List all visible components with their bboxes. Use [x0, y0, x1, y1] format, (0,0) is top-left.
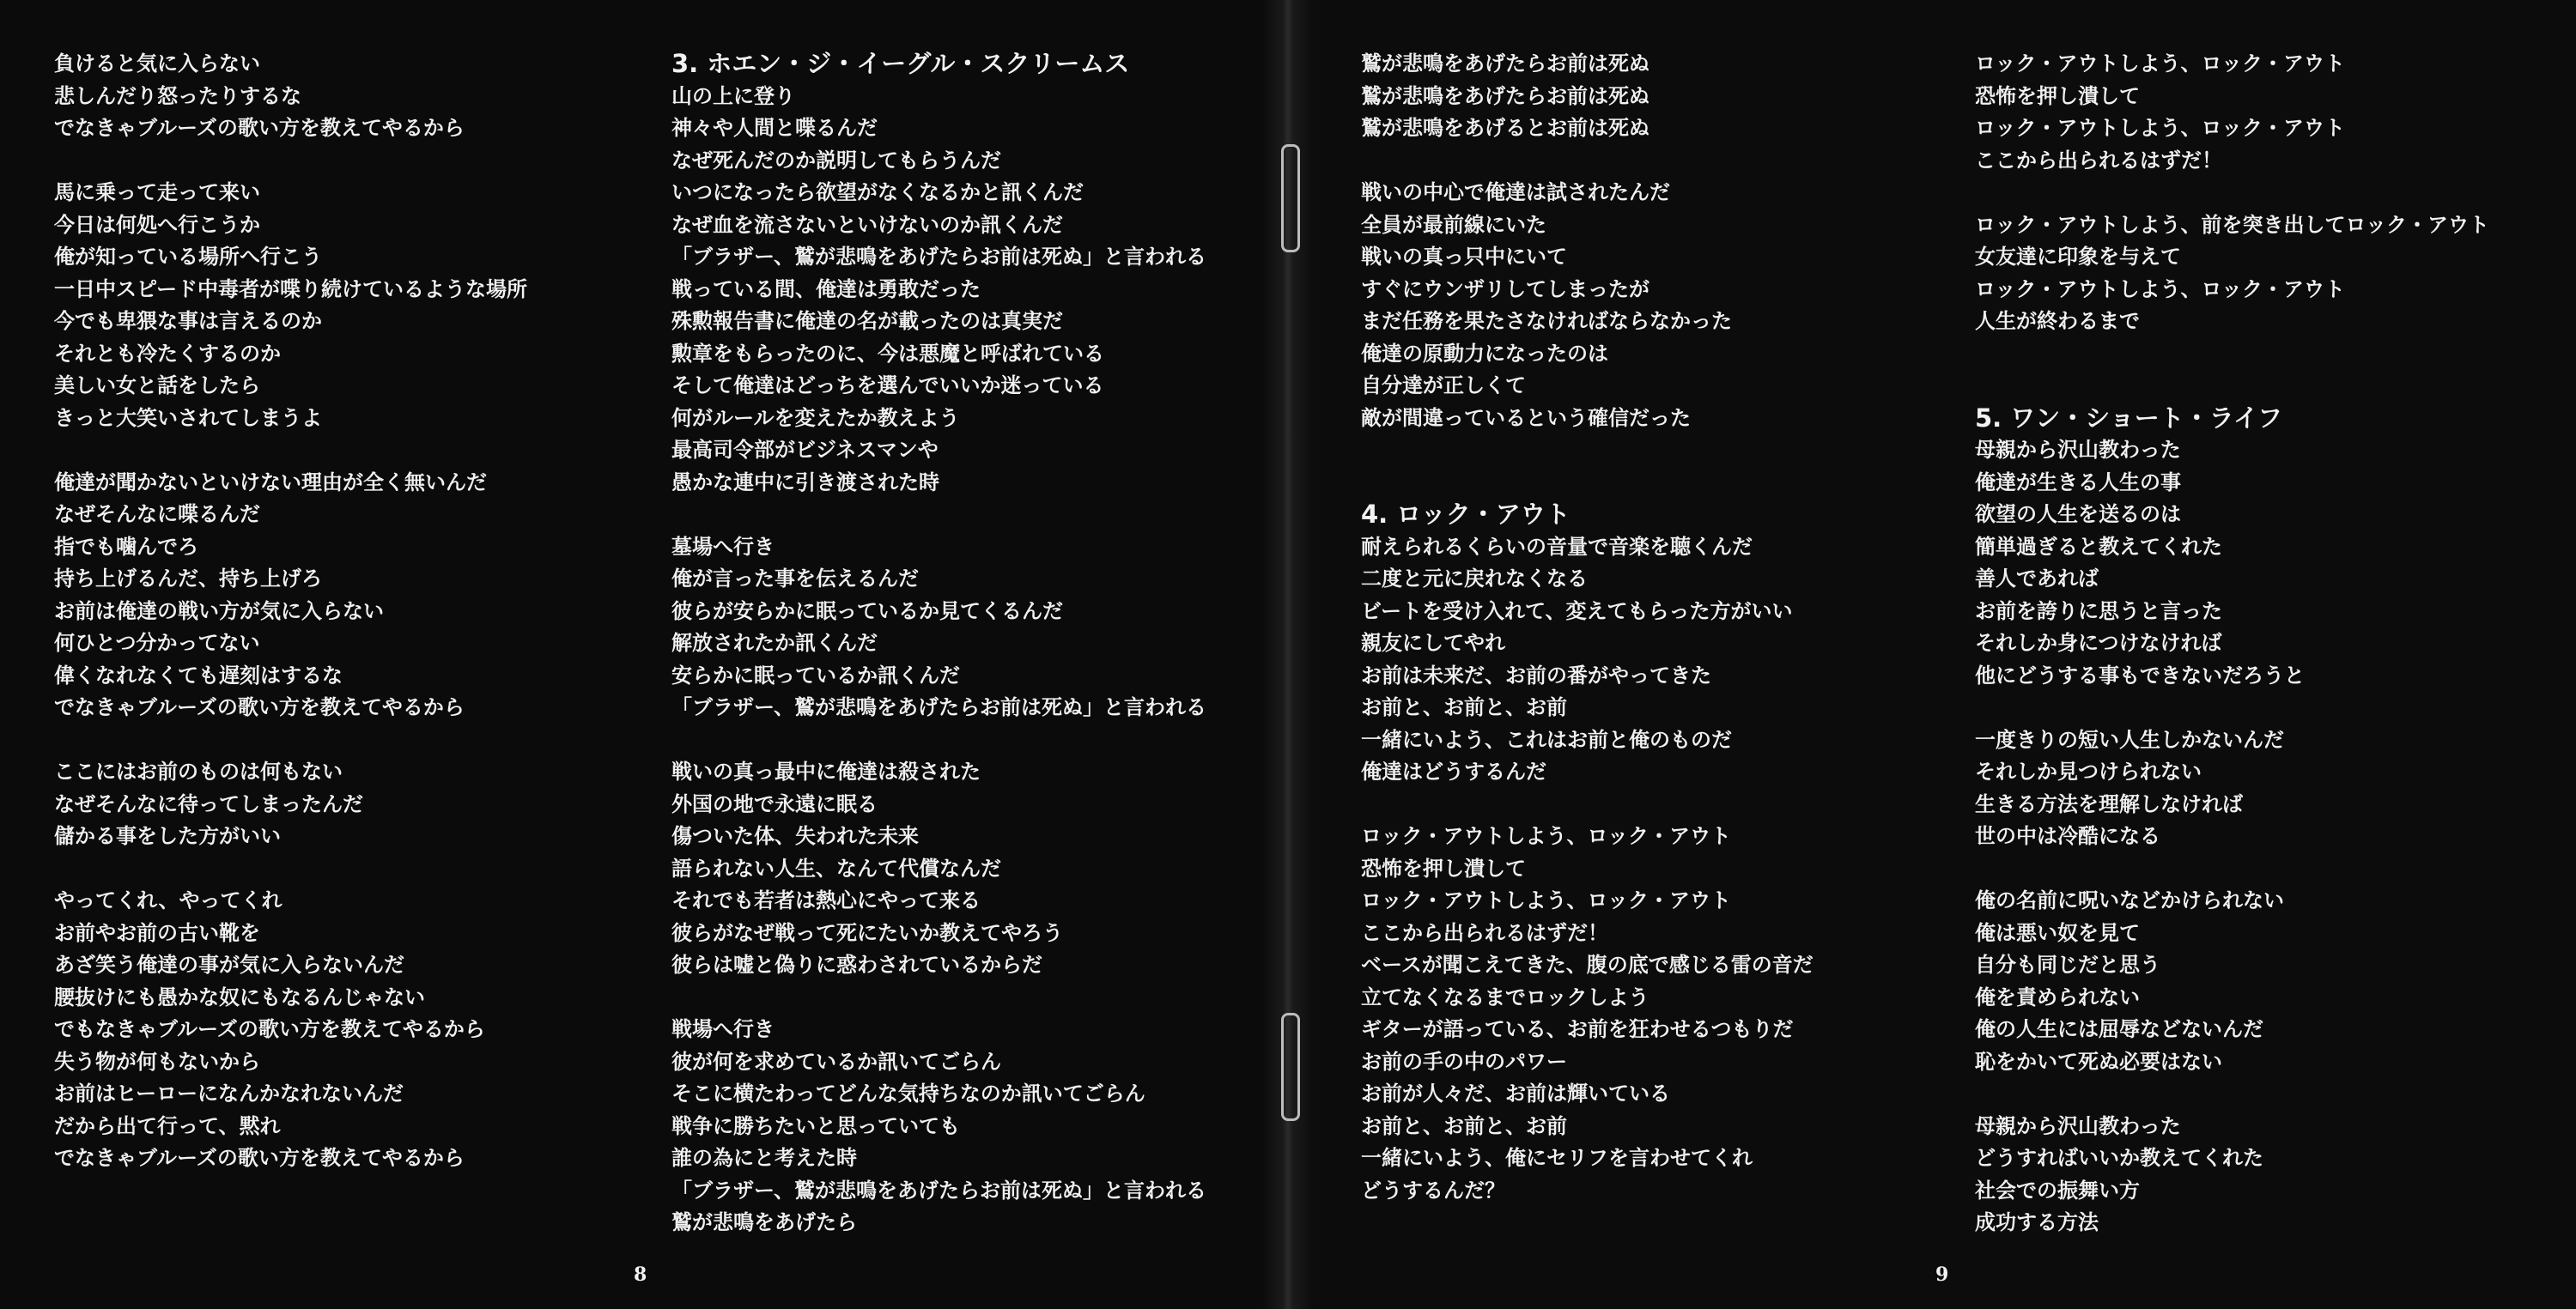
lyric-line: 愚かな連中に引き渡された時	[671, 470, 939, 494]
lyric-line: 一緒にいよう、これはお前と俺のものだ	[1361, 727, 1732, 752]
stanza-break	[1975, 177, 2489, 209]
lyric-line: 成功する方法	[1975, 1210, 2099, 1234]
lyric-line: お前はヒーローになんかなれないんだ	[54, 1082, 404, 1106]
lyric-line: ロック・アウトしよう、ロック・アウト	[1975, 116, 2346, 140]
lyric-line: お前と、お前と、お前	[1361, 1113, 1567, 1138]
song-title: 5. ワン・ショート・ライフ	[1975, 403, 2282, 433]
lyric-line: まだ任務を果たさなければならなかった	[1361, 309, 1732, 333]
lyric-line: 彼らがなぜ戦って死にたいか教えてやろう	[671, 920, 1063, 945]
lyric-line: 戦いの中心で俺達は試されたんだ	[1361, 180, 1670, 204]
lyric-line: 「ブラザー、鷲が悲鳴をあげたらお前は死ぬ」と言われる	[671, 695, 1207, 719]
lyrics-column-1	[54, 48, 527, 1175]
stanza-break	[1361, 434, 1814, 467]
lyric-line: 今でも卑猥な事は言えるのか	[54, 309, 322, 333]
song-title: 4. ロック・アウト	[1361, 500, 1571, 529]
lyric-line: なぜそんなに待ってしまったんだ	[54, 791, 363, 816]
lyric-line: 母親から沢山教わった	[1975, 1113, 2181, 1138]
lyric-line: なぜそんなに喋るんだ	[54, 502, 260, 526]
lyric-line: 俺が知っている場所へ行こう	[54, 245, 322, 269]
lyric-line: 一度きりの短い人生しかないんだ	[1975, 727, 2284, 752]
stanza-break	[1975, 370, 2489, 403]
stanza-break	[1975, 338, 2489, 371]
lyric-line: 鷲が悲鳴をあげるとお前は死ぬ	[1361, 116, 1649, 140]
lyric-line: ここから出られるはずだ！	[1975, 148, 2222, 173]
lyric-line: 鷲が悲鳴をあげたらお前は死ぬ	[1361, 52, 1649, 76]
lyric-line: それしか見つけられない	[1975, 760, 2202, 784]
lyric-line: 語られない人生、なんて代償なんだ	[671, 856, 1001, 881]
lyric-line: 山の上に登り	[671, 83, 795, 108]
lyric-line: 墓場へ行き	[671, 534, 775, 559]
lyric-line: そして俺達はどっちを選んでいいか迷っている	[671, 373, 1104, 397]
lyric-line: 一緒にいよう、俺にセリフを言わせてくれ	[1361, 1146, 1753, 1170]
stanza-break	[671, 982, 1206, 1015]
lyric-line: 外国の地で永遠に眠る	[671, 791, 878, 816]
page-number-left: 8	[634, 1264, 647, 1286]
lyric-line: お前と、お前と、お前	[1361, 695, 1567, 719]
lyric-line: 彼らは嘘と偽りに惑わされているからだ	[671, 953, 1042, 977]
lyric-line: でなきゃブルーズの歌い方を教えてやるから	[54, 1146, 465, 1170]
lyric-line: お前が人々だ、お前は輝いている	[1361, 1082, 1670, 1106]
lyric-line: ロック・アウトしよう、ロック・アウト	[1975, 276, 2346, 301]
lyric-line: なぜ血を流さないといけないのか訊くんだ	[671, 212, 1063, 237]
lyric-line: 勲章をもらったのに、今は悪魔と呼ばれている	[671, 341, 1104, 366]
lyric-line: どうすればいいか教えてくれた	[1975, 1146, 2263, 1170]
lyric-line: 全員が最前線にいた	[1361, 212, 1546, 237]
lyric-line: 「ブラザー、鷲が悲鳴をあげたらお前は死ぬ」と言われる	[671, 1178, 1207, 1203]
lyric-line: ロック・アウトしよう、ロック・アウト	[1361, 824, 1732, 848]
lyric-line: 人生が終わるまで	[1975, 309, 2140, 333]
lyric-line: 誰の為にと考えた時	[671, 1146, 857, 1170]
lyric-line: 「ブラザー、鷲が悲鳴をあげたらお前は死ぬ」と言われる	[671, 245, 1207, 269]
lyric-line: 鷲が悲鳴をあげたらお前は死ぬ	[1361, 83, 1649, 108]
lyric-line: なぜ死んだのか説明してもらうんだ	[671, 148, 1001, 173]
stanza-break	[1361, 145, 1814, 178]
lyric-line: 解放されたか訊くんだ	[671, 631, 878, 655]
lyric-line: 偉くなれなくても遅刻はするな	[54, 663, 343, 688]
lyric-line: 俺が言った事を伝えるんだ	[671, 567, 919, 591]
lyric-line: 儲かる事をした方がいい	[54, 824, 281, 848]
stanza-break	[54, 853, 527, 886]
staple-bottom	[1281, 1013, 1300, 1121]
lyric-line: やってくれ、やってくれ	[54, 888, 283, 912]
lyric-line: 恐怖を押し潰して	[1361, 856, 1526, 881]
lyric-line: 最高司令部がビジネスマンや	[671, 438, 939, 462]
lyric-line: お前は俺達の戦い方が気に入らない	[54, 598, 384, 623]
lyric-line: ロック・アウトしよう、前を突き出してロック・アウト	[1975, 212, 2490, 237]
lyric-line: 二度と元に戻れなくなる	[1361, 567, 1588, 591]
lyric-line: 母親から沢山教わった	[1975, 438, 2181, 462]
lyric-line: 戦いの真っ最中に俺達は殺された	[671, 760, 981, 784]
lyrics-column-2	[671, 48, 1206, 1239]
lyric-line: 俺は悪い奴を見て	[1975, 920, 2140, 945]
lyric-line: 何ひとつ分かってない	[54, 631, 260, 655]
lyrics-column-4	[1975, 48, 2489, 1239]
lyric-line: 俺達が生きる人生の事	[1975, 470, 2181, 494]
lyric-line: 簡単過ぎると教えてくれた	[1975, 534, 2222, 559]
stanza-break	[54, 724, 527, 757]
lyric-line: ギターが語っている、お前を狂わせるつもりだ	[1361, 1017, 1794, 1041]
lyric-line: どうするんだ？	[1361, 1178, 1505, 1203]
lyric-line: ここにはお前のものは何もない	[54, 760, 343, 784]
lyric-line: 今日は何処へ行こうか	[54, 212, 260, 237]
lyric-line: 鷲が悲鳴をあげたら	[671, 1210, 857, 1234]
lyric-line: 戦場へ行き	[671, 1017, 775, 1041]
lyric-line: 恐怖を押し潰して	[1975, 83, 2140, 108]
lyric-line: 悲しんだり怒ったりするな	[54, 83, 301, 108]
lyric-line: 戦いの真っ只中にいて	[1361, 245, 1567, 269]
lyric-line: だから出て行って、黙れ	[54, 1113, 281, 1138]
song-title: 3. ホエン・ジ・イーグル・スクリームス	[671, 49, 1130, 78]
lyric-line: 俺の名前に呪いなどかけられない	[1975, 888, 2284, 912]
lyric-line: ビートを受け入れて、変えてもらった方がいい	[1361, 598, 1793, 623]
lyric-line: 戦争に勝ちたいと思っていても	[671, 1113, 960, 1138]
lyric-line: ベースが聞こえてきた、腹の底で感じる雷の音だ	[1361, 953, 1814, 977]
lyric-line: お前の手の中のパワー	[1361, 1049, 1567, 1074]
lyric-line: 彼らが安らかに眠っているか見てくるんだ	[671, 598, 1063, 623]
lyric-line: 俺達が聞かないといけない理由が全く無いんだ	[54, 470, 487, 494]
lyric-line: 腰抜けにも愚かな奴にもなるんじゃない	[54, 985, 425, 1009]
lyric-line: でもなきゃブルーズの歌い方を教えてやるから	[54, 1017, 485, 1041]
lyric-line: すぐにウンザリしてしまったが	[1361, 276, 1649, 301]
lyric-line: 安らかに眠っているか訊くんだ	[671, 663, 960, 688]
lyric-line: 生きる方法を理解しなければ	[1975, 791, 2243, 816]
lyric-line: 自分も同じだと思う	[1975, 953, 2160, 977]
lyric-line: 失う物が何もないから	[54, 1049, 260, 1074]
stanza-break	[1975, 692, 2489, 724]
lyric-line: 傷ついた体、失われた未来	[671, 824, 919, 848]
lyric-line: 俺達の原動力になったのは	[1361, 341, 1608, 366]
lyric-line: 何がルールを変えたか教えよう	[671, 405, 960, 430]
lyric-line: 指でも噛んでろ	[54, 534, 198, 559]
lyric-line: お前やお前の古い靴を	[54, 920, 260, 945]
lyric-line: 女友達に印象を与えて	[1975, 245, 2181, 269]
lyric-line: でなきゃブルーズの歌い方を教えてやるから	[54, 695, 465, 719]
lyric-line: お前は未来だ、お前の番がやってきた	[1361, 663, 1711, 688]
lyric-line: 負けると気に入らない	[54, 52, 260, 76]
stanza-break	[54, 145, 527, 178]
lyric-line: 敵が間違っているという確信だった	[1361, 405, 1691, 430]
lyric-line: ロック・アウトしよう、ロック・アウト	[1361, 888, 1732, 912]
lyric-line: 神々や人間と喋るんだ	[671, 116, 878, 140]
lyric-line: 持ち上げるんだ、持ち上げろ	[54, 567, 322, 591]
lyric-line: 他にどうする事もできないだろうと	[1975, 663, 2305, 688]
lyric-line: 馬に乗って走って来い	[54, 180, 260, 204]
stanza-break	[671, 499, 1206, 531]
lyric-line: あざ笑う俺達の事が気に入らないんだ	[54, 953, 404, 977]
stanza-break	[54, 434, 527, 467]
lyric-line: 親友にしてやれ	[1361, 631, 1505, 655]
stanza-break	[1975, 1078, 2489, 1111]
lyric-line: きっと大笑いされてしまうよ	[54, 405, 322, 430]
stanza-break	[1975, 853, 2489, 886]
lyric-line: それしか身につけなければ	[1975, 631, 2222, 655]
lyric-line: 耐えられるくらいの音量で音楽を聴くんだ	[1361, 534, 1753, 559]
lyric-line: 美しい女と話をしたら	[54, 373, 260, 397]
lyric-line: 世の中は冷酷になる	[1975, 824, 2160, 848]
lyric-line: いつになったら欲望がなくなるかと訊くんだ	[671, 180, 1084, 204]
lyric-line: 善人であれば	[1975, 567, 2099, 591]
lyric-line: 一日中スピード中毒者が喋り続けているような場所	[54, 276, 528, 301]
lyric-line: 俺を責められない	[1975, 985, 2140, 1009]
lyric-line: ロック・アウトしよう、ロック・アウト	[1975, 52, 2346, 76]
lyric-line: 俺の人生には屈辱などないんだ	[1975, 1017, 2263, 1041]
page-number-right: 9	[1935, 1264, 1949, 1286]
lyric-line: 自分達が正しくて	[1361, 373, 1526, 397]
lyric-line: 欲望の人生を送るのは	[1975, 502, 2181, 526]
stanza-break	[671, 724, 1206, 757]
lyric-line: それとも冷たくするのか	[54, 341, 281, 366]
lyrics-column-3	[1361, 48, 1814, 1207]
stanza-break	[1361, 467, 1814, 500]
staple-top	[1281, 144, 1300, 252]
lyric-line: 立てなくなるまでロックしよう	[1361, 985, 1649, 1009]
lyric-line: お前を誇りに思うと言った	[1975, 598, 2222, 623]
lyric-line: 彼が何を求めているか訊いてごらん	[671, 1049, 1001, 1074]
lyric-line: 戦っている間、俺達は勇敢だった	[671, 276, 981, 301]
lyric-line: でなきゃブルーズの歌い方を教えてやるから	[54, 116, 465, 140]
lyric-line: 俺達はどうするんだ	[1361, 760, 1546, 784]
lyric-line: それでも若者は熱心にやって来る	[671, 888, 981, 912]
lyric-line: ここから出られるはずだ！	[1361, 920, 1608, 945]
lyric-line: 殊勲報告書に俺達の名が載ったのは真実だ	[671, 309, 1063, 333]
lyric-line: 恥をかいて死ぬ必要はない	[1975, 1049, 2222, 1074]
stanza-break	[1361, 789, 1814, 821]
lyric-line: 社会での振舞い方	[1975, 1178, 2140, 1203]
lyric-line: そこに横たわってどんな気持ちなのか訊いてごらん	[671, 1082, 1145, 1106]
